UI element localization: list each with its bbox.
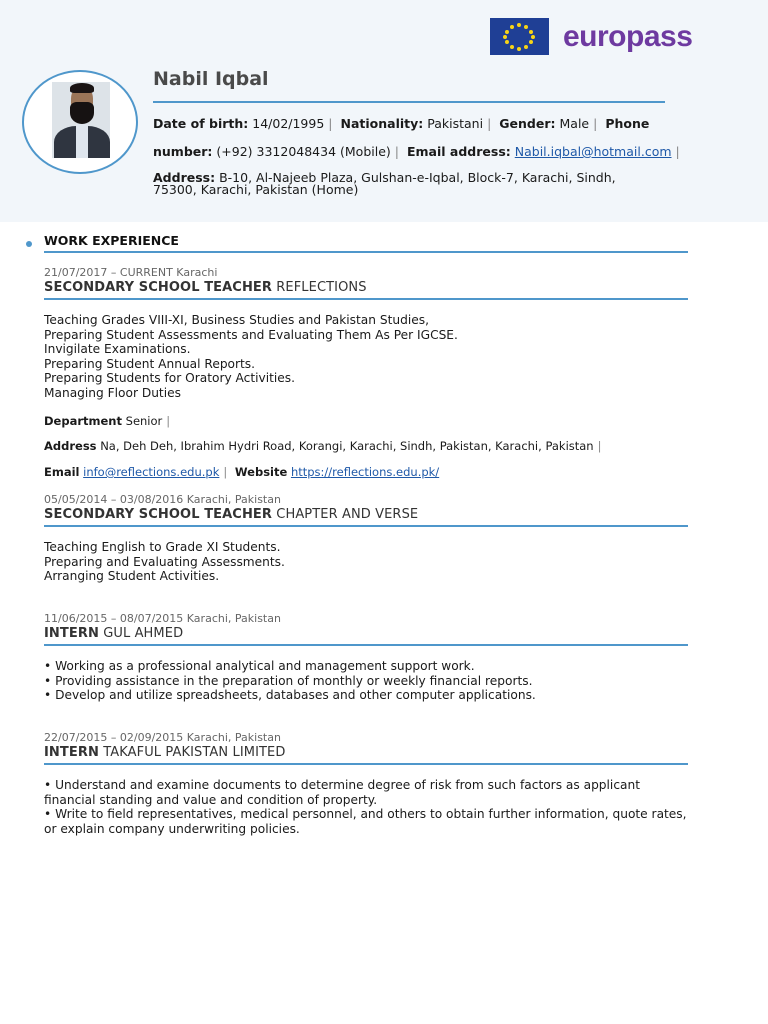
job-line: Invigilate Examinations. — [44, 342, 191, 356]
job-title — [44, 507, 418, 522]
address-line-2 — [153, 182, 358, 197]
job-date: 22/07/2015 – 02/09/2015 Karachi, Pakistan — [44, 731, 281, 744]
job-line: or explain company underwriting policies. — [44, 821, 300, 836]
job-line: • Develop and utilize spreadsheets, databases and other computer applications. — [44, 688, 536, 702]
job-org: CHAPTER AND VERSE — [276, 507, 419, 522]
employer-website-label: Website — [234, 465, 288, 479]
job-date: 05/05/2014 – 03/08/2016 Karachi, Pakistan — [44, 493, 281, 506]
employer-website-link[interactable]: https://reflections.edu.pk/ — [290, 465, 440, 479]
nationality-value: Pakistani — [427, 116, 484, 131]
job-description — [44, 659, 536, 703]
job-line: • Understand and examine documents to determine degree of risk from such factors as applicant — [44, 778, 640, 792]
email-label: Email address: — [406, 144, 511, 159]
job-line: Preparing Student Assessments and Evaluating Them As Per IGCSE. — [44, 327, 458, 342]
job-date: 11/06/2015 – 08/07/2015 Karachi, Pakistan — [44, 612, 281, 625]
job-line: Preparing Students for Oratory Activities. — [44, 371, 296, 385]
employer-contact-line: Email info@reflections.edu.pk | Website https://reflections.edu.pk/ — [44, 465, 440, 479]
europass-logo[interactable] — [490, 18, 692, 55]
gender-value: Male — [559, 116, 590, 131]
job-divider — [44, 525, 688, 527]
job-line: Arranging Student Activities. — [44, 569, 220, 583]
job-line: Preparing Student Annual Reports. — [44, 356, 256, 371]
job-role: SECONDARY SCHOOL TEACHER — [44, 507, 273, 522]
job-title — [44, 626, 183, 641]
job-org: TAKAFUL PAKISTAN LIMITED — [103, 745, 286, 760]
employer-address-label: Address — [44, 439, 97, 453]
phone-label-cont: number: — [153, 144, 213, 159]
job-role: INTERN — [44, 626, 99, 641]
job-divider — [44, 763, 688, 765]
person-name: Nabil Iqbal — [153, 68, 269, 90]
employer-address-value: Na, Deh Deh, Ibrahim Hydri Road, Korangi, Karachi, Sindh, Pakistan, Karachi, Pakistan — [100, 439, 594, 453]
job-date: 21/07/2017 – CURRENT Karachi — [44, 266, 218, 279]
job-line: financial standing and value and condition of property. — [44, 792, 378, 807]
nationality-label: Nationality: — [340, 116, 424, 131]
department-line: Department Senior | — [44, 414, 171, 428]
job-line: • Working as a professional analytical and management support work. — [44, 659, 475, 673]
job-line: • Providing assistance in the preparation of monthly or weekly financial reports. — [44, 673, 533, 688]
job-divider — [44, 298, 688, 300]
personal-info-line-1: Date of birth: 14/02/1995 | Nationality: Pakistani | Gender: Male | Phone — [153, 116, 650, 131]
eu-flag-icon — [490, 18, 549, 55]
job-line: • Write to field representatives, medical personnel, and others to obtain further information, quote rates, — [44, 807, 687, 821]
dob-label: Date of birth: — [153, 116, 249, 131]
section-bullet-icon — [26, 241, 32, 247]
dob-value: 14/02/1995 — [252, 116, 325, 131]
job-line: Managing Floor Duties — [44, 385, 181, 400]
job-description — [44, 540, 285, 584]
job-title — [44, 745, 285, 760]
europass-wordmark: europass — [563, 19, 693, 53]
job-description — [44, 313, 458, 400]
phone-label: Phone — [605, 116, 650, 131]
job-role: SECONDARY SCHOOL TEACHER — [44, 280, 273, 295]
personal-info-line-2: number: (+92) 3312048434 (Mobile) | Email address: Nabil.iqbal@hotmail.com | — [153, 144, 680, 159]
job-line: Teaching English to Grade XI Students. — [44, 540, 281, 554]
email-link[interactable]: Nabil.iqbal@hotmail.com — [514, 144, 672, 159]
section-title: WORK EXPERIENCE — [44, 233, 179, 248]
address-value-1: B-10, Al-Najeeb Plaza, Gulshan-e-Iqbal, Block-7, Karachi, Sindh, — [219, 170, 616, 185]
name-divider — [153, 101, 665, 103]
department-value: Senior — [125, 414, 163, 428]
section-divider — [44, 251, 688, 253]
job-description — [44, 778, 687, 836]
employer-email-label: Email — [44, 465, 80, 479]
avatar — [52, 82, 110, 158]
job-divider — [44, 644, 688, 646]
phone-value: (+92) 3312048434 (Mobile) — [216, 144, 391, 159]
job-line: Teaching Grades VIII-XI, Business Studies and Pakistan Studies, — [44, 313, 429, 327]
address-value-2: 75300, Karachi, Pakistan (Home) — [153, 182, 359, 197]
department-label: Department — [44, 414, 122, 428]
job-org: GUL AHMED — [103, 626, 184, 641]
employer-address-line: Address Na, Deh Deh, Ibrahim Hydri Road, Korangi, Karachi, Sindh, Pakistan, Karachi, Pakistan | — [44, 439, 602, 453]
job-line: Preparing and Evaluating Assessments. — [44, 554, 285, 569]
profile-photo — [22, 70, 138, 174]
employer-email-link[interactable]: info@reflections.edu.pk — [83, 465, 220, 479]
job-org: REFLECTIONS — [276, 280, 367, 295]
job-title — [44, 280, 367, 295]
address-label: Address: — [153, 170, 216, 185]
job-role: INTERN — [44, 745, 99, 760]
gender-label: Gender: — [499, 116, 556, 131]
